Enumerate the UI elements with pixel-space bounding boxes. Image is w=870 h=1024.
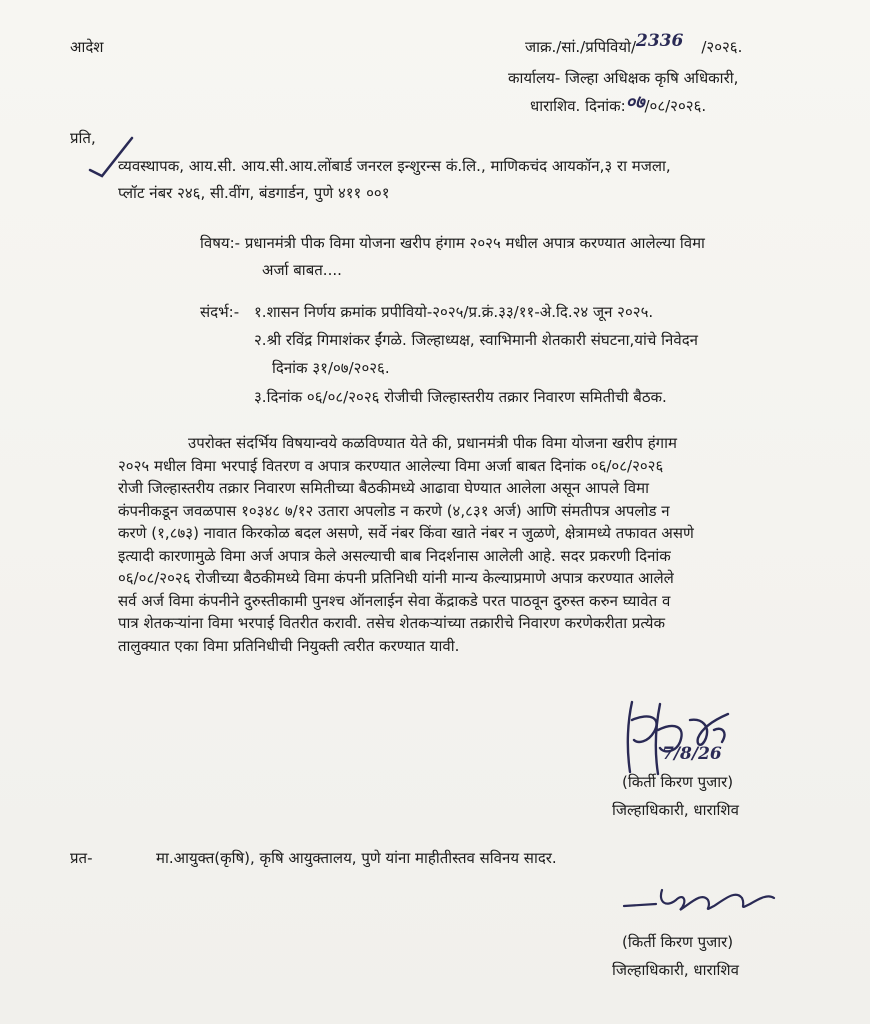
signature-mark (622, 880, 782, 920)
references-label: संदर्भ:- (200, 303, 240, 321)
copy-label: प्रत- (70, 849, 93, 867)
signatory-title: जिल्हाधिकारी, धाराशिव (612, 961, 739, 979)
reference-item-1: १.शासन निर्णय क्रमांक प्रपीवियो-२०२५/प्र.क्रं.३३/११-अे.दि.२४ जून २०२५. (254, 303, 654, 321)
body-line: कंपनीकडून जवळपास १०३४८ ७/१२ उतारा अपलोड न करणे (४,८३१ अर्ज) आणि संमतीपत्र अपलोड न (118, 501, 670, 520)
place-date-line (530, 92, 707, 116)
body-line: ०६/०८/२०२६ रोजीच्या बैठकीमध्ये विमा कंपनी प्रतिनिधी यांनी मान्य केल्याप्रमाणे अपात्र करण्यात आलेले (118, 569, 674, 587)
reference-item-2-line-2: दिनांक ३१/०७/२०२६. (272, 359, 390, 377)
reference-handwritten: 2336 (636, 31, 684, 51)
body-line: तालुक्यात एका विमा प्रतिनिधीची नियुक्ती त्वरीत करण्यात यावी. (118, 636, 460, 655)
signature-date: 7/8/26 (662, 744, 722, 764)
to-label: प्रति, (70, 129, 96, 147)
signatory-title: जिल्हाधिकारी, धाराशिव (612, 801, 739, 819)
copy-text: मा.आयुक्त(कृषि), कृषि आयुक्तालय, पुणे यांना माहीतीस्तव सविनय सादर. (156, 849, 557, 867)
reference-item-2-line-1: २.श्री रविंद्र गिमाशंकर ईंगळे. जिल्हाध्यक्ष, स्वाभिमानी शेतकारी संघटना,यांचे निवेदन (254, 331, 698, 349)
office-line: कार्यालय- जिल्हा अधिक्षक कृषि अधिकारी, (508, 69, 739, 87)
signatory-name: (किर्ती किरण पुजार) (622, 933, 734, 951)
reference-prefix: जाक्र./सां./प्रपिवियो/ (525, 38, 637, 56)
date-suffix: /०८/२०२६. (644, 97, 707, 115)
body-line: २०२५ मधील विमा भरपाई वितरण व अपात्र करण्यात आलेल्या विमा अर्जा बाबत दिनांक ०६/०८/२०२६ (118, 456, 664, 475)
signature-mark (610, 690, 760, 785)
place-date-prefix: धाराशिव. दिनांक: (530, 97, 626, 115)
subject-line-2: अर्जा बाबत.... (262, 261, 342, 279)
body-line: उपरोक्त संदर्भिय विषयान्वये कळविण्यात येते की, प्रधानमंत्री पीक विमा योजना खरीप हंगाम (188, 434, 677, 452)
subject-line-1: विषय:- प्रधानमंत्री पीक विमा योजना खरीप हंगाम २०२५ मधील अपात्र करण्यात आलेल्या विमा (200, 234, 705, 252)
addressee-line-1: व्यवस्थापक, आय.सी. आय.सी.आय.लोंबार्ड जनरल इन्शुरन्स कं.लि., माणिकचंद आयकॉन,३ रा मजला, (118, 157, 671, 175)
addressee-line-2: प्लॉट नंबर २४६, सी.वींग, बंडगार्डन, पुणे ४११ ००१ (118, 184, 390, 202)
order-label: आदेश (70, 38, 104, 56)
body-line: करणे (१,८७३) नावात किरकोळ बदल असणे, सर्वे नंबर किंवा खाते नंबर न जुळणे, क्षेत्रामध्ये तफावत असणे (118, 524, 694, 542)
reference-number (525, 31, 743, 57)
body-line: इत्यादी कारणामुळे विमा अर्ज अपात्र केले असल्याची बाब निदर्शनास आलेली आहे. सदर प्रकरणी दिनांक (118, 546, 671, 565)
body-line: पात्र शेतकऱ्यांना विमा भरपाई वितरीत करावी. तसेच शेतकऱ्यांच्या तक्रारीचे निवारण करणेकरीता प्रत्येक (118, 614, 665, 632)
reference-suffix: /२०२६. (701, 38, 743, 56)
body-paragraph (118, 432, 838, 657)
reference-item-3: ३.दिनांक ०६/०८/२०२६ रोजीची जिल्हास्तरीय तक्रार निवारण समितीची बैठक. (254, 388, 667, 406)
date-handwritten: ०७ (625, 92, 645, 113)
body-line: सर्व अर्ज विमा कंपनीने दुरुस्तीकामी पुनश्च ऑनलाईन सेवा केंद्राकडे परत पाठवून दुरुस्त करुन घ्यावेत व (118, 591, 671, 610)
body-line: रोजी जिल्हास्तरीय तक्रार निवारण समितीच्या बैठकीमध्ये आढावा घेण्यात आलेला असून आपले विमा (118, 479, 649, 497)
signatory-name: (किर्ती किरण पुजार) (622, 773, 734, 791)
